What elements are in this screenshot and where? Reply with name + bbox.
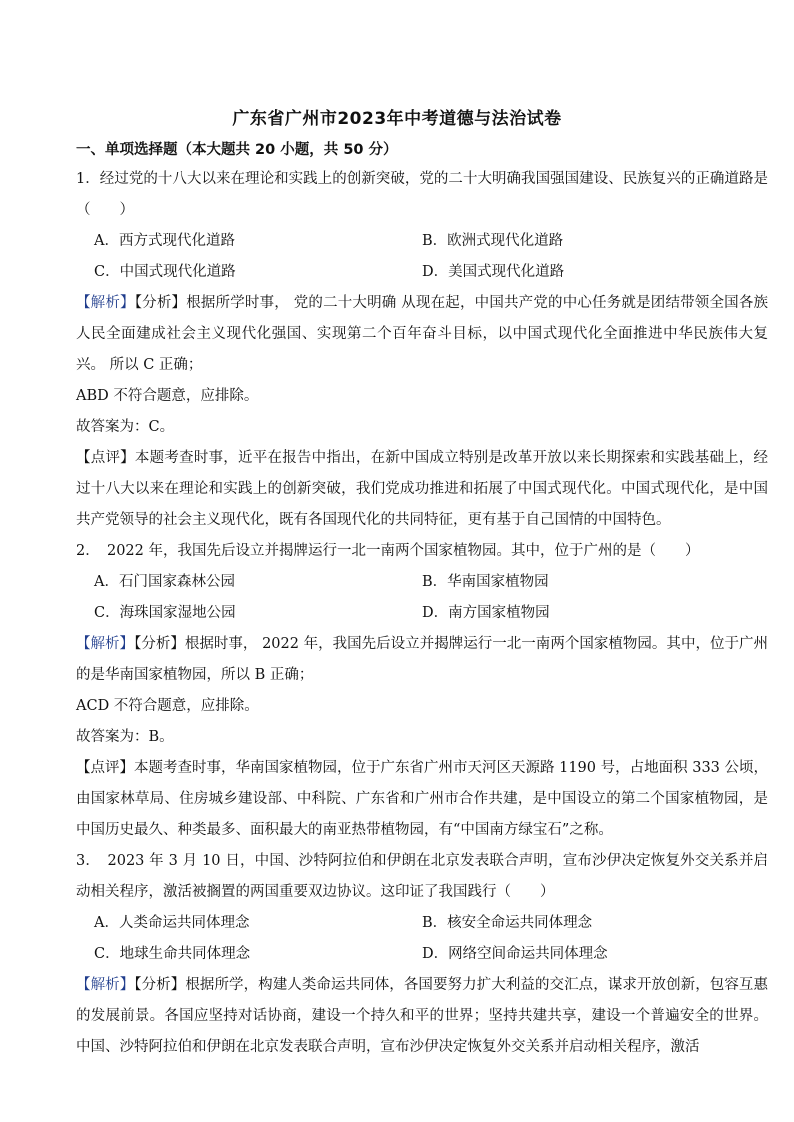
analysis-text: 根据所学时事， 党的二十大明确 从现在起，中国共产党的中心任务就是团结带领全国各族人民全面建成社会主义现代化强国、实现第二个百年奋斗目标，以中国式现代化全面推进中华民族伟大复兴。 所以 C 正确； <box>76 295 769 373</box>
option-a: A．人类命运共同体理念 <box>94 915 250 931</box>
comment-text: 本题考查时事，华南国家植物园，位于广东省广州市天河区天源路 1190 号，占地面积 333 公顷，由国家林草局、住房城乡建设部、中科院、广东省和广州市合作共建，是中国设立的第二个国家植物园，是中国历史最久、种类最多、面积最大的南亚热带植物园，有“中国南方绿宝石”之称。 <box>76 760 769 838</box>
options-row <box>76 567 768 598</box>
analysis-text: 根据时事， 2022 年，我国先后设立并揭牌运行一北一南两个国家植物园。其中，位于广州的是华南国家植物园，所以 B 正确； <box>76 636 769 683</box>
content-body <box>76 164 768 1063</box>
option-c: C．中国式现代化道路 <box>94 264 236 280</box>
comment-paragraph <box>76 753 768 846</box>
exclude-text: ABD 不符合题意，应排除。 <box>76 388 259 404</box>
options-row <box>76 257 768 288</box>
analysis-label: 【分析】 <box>134 295 187 311</box>
answer-text: 故答案为：C。 <box>76 419 175 435</box>
exclude-text: ACD 不符合题意，应排除。 <box>76 698 259 714</box>
page-title: 广东省广州市2023年中考道德与法治试卷 <box>232 109 562 129</box>
comment-text: 本题考查时事，近平在报告中指出，在新中国成立特别是改革开放以来长期探索和实践基础上，经过十八大以来在理论和实践上的创新突破，我们党成功推进和拓展了中国式现代化。中国式现代化，是中国共产党领导的社会主义现代化，既有各国现代化的共同特征，更有基于自己国情的中国特色。 <box>76 450 769 528</box>
analysis-paragraph <box>76 288 768 381</box>
question-stem: 1．经过党的十八大以来在理论和实践上的创新突破，党的二十大明确我国强国建设、民族复兴的正确道路是（ ） <box>76 171 768 218</box>
comment-label: 【点评】 <box>76 450 135 466</box>
option-d: D．南方国家植物园 <box>422 605 550 621</box>
section-heading: 一、单项选择题（本大题共 20 小题，共 50 分） <box>76 142 398 158</box>
option-b: B．华南国家植物园 <box>422 574 549 590</box>
analysis-label: 【分析】 <box>134 977 186 993</box>
option-a: A．石门国家森林公园 <box>94 574 235 590</box>
option-d: D．美国式现代化道路 <box>422 264 565 280</box>
analysis-label: 【分析】 <box>134 636 185 652</box>
options-row <box>76 226 768 257</box>
analysis-tag: 【解析】 <box>76 977 135 993</box>
options-row <box>76 939 768 970</box>
option-c: C．海珠国家湿地公园 <box>94 605 236 621</box>
options-row <box>76 598 768 629</box>
option-a: A．西方式现代化道路 <box>94 233 235 249</box>
analysis-text: 根据所学，构建人类命运共同体，各国要努力扩大利益的交汇点，谋求开放创新，包容互惠的发展前景。各国应坚持对话协商，建设一个持久和平的世界；坚持共建共享，建设一个普遍安全的世界。中国、沙特阿拉伯和伊朗在北京发表联合声明，宣布沙伊决定恢复外交关系并启动相关程序，激活 <box>76 977 769 1055</box>
analysis-tag: 【解析】 <box>76 295 135 311</box>
comment-label: 【点评】 <box>76 760 134 776</box>
answer-text: 故答案为：B。 <box>76 729 174 745</box>
analysis-paragraph <box>76 629 768 691</box>
option-b: B．欧洲式现代化道路 <box>422 233 564 249</box>
analysis-paragraph <box>76 970 768 1063</box>
question-stem: 2． 2022 年，我国先后设立并揭牌运行一北一南两个国家植物园。其中，位于广州的是（ ） <box>76 543 700 559</box>
analysis-tag: 【解析】 <box>76 636 135 652</box>
comment-paragraph <box>76 443 768 536</box>
question-stem: 3． 2023 年 3 月 10 日，中国、沙特阿拉伯和伊朗在北京发表联合声明，宣布沙伊决定恢复外交关系并启动相关程序，激活被搁置的两国重要双边协议。这印证了我国践行（ ） <box>76 853 768 900</box>
option-c: C．地球生命共同体理念 <box>94 946 251 962</box>
option-b: B．核安全命运共同体理念 <box>422 915 593 931</box>
options-row <box>76 908 768 939</box>
option-d: D．网络空间命运共同体理念 <box>422 946 608 962</box>
